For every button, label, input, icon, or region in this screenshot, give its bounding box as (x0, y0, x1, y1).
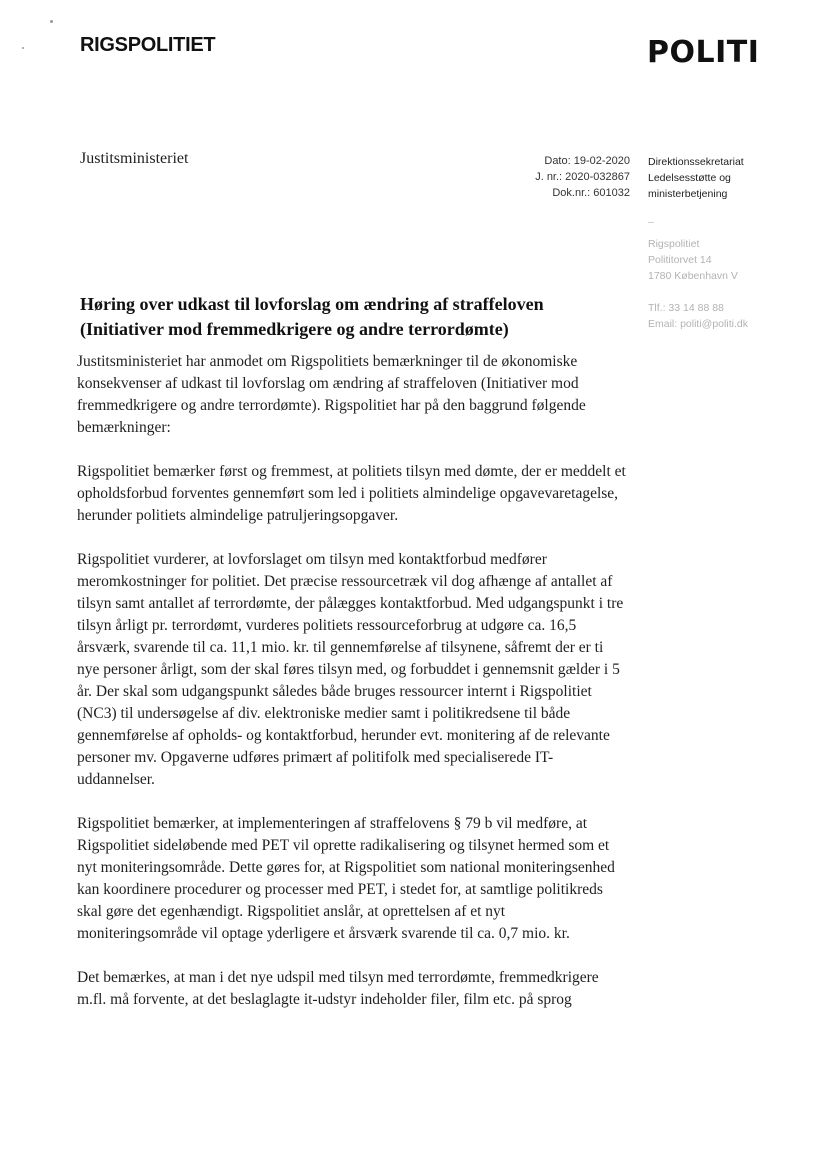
department-line-1: Direktionssekretariat (648, 156, 744, 168)
scan-speck (22, 47, 24, 49)
paragraph-3: Rigspolitiet vurderer, at lovforslaget om tilsyn med kontaktforbud medfører meromkostninger for politiet. Det præcise ressourcetræk vil dog afhænge af antallet af tilsyn samt antallet af terrordømte, der pålægges kontaktforbud. Med udgangspunkt i tre tilsyn årligt pr. terrordømt, vurderes politiets ressourceforbrug at udgøre ca. 16,5 årsværk, svarende til ca. 11,1 mio. kr. til gennemførelse af tilsynene, såfremt der er ti nye personer årligt, som der skal føres tilsyn med, og forbuddet i gennemsnit gælder i 5 år. Der skal som udgangspunkt således både bruges ressourcer internt i Rigspolitiet (NC3) til undersøgelse af div. elektroniske medier samt i politikredsene til både gennemførelse af opholds- og kontaktforbud, herunder evt. monitering af de relevante personer mv. Opgaverne udføres primært af politifolk med specialiserede IT-uddannelser. (77, 551, 624, 788)
meta-document-number: Dok.nr.: 601032 (552, 187, 630, 199)
paragraph-2: Rigspolitiet bemærker først og fremmest, at politiets tilsyn med dømte, der er meddelt et opholdsforbud forventes gennemført som led i politiets almindelige opgavevaretagelse, herunder politiets almindelige patruljeringsopgaver. (77, 463, 626, 524)
sender-contact (648, 300, 818, 332)
politi-logo: POLITI (647, 35, 760, 70)
meta-date: Dato: 19-02-2020 (544, 155, 630, 167)
address-line-3: 1780 København V (648, 270, 738, 282)
paragraph-4: Rigspolitiet bemærker, at implementeringen af straffelovens § 79 b vil medføre, at Rigspolitiet sideløbende med PET vil oprette radikalisering og tilsynet hermed som et nyt moniteringsområde. Dette gøres for, at Rigspolitiet som national moniteringsenhed kan koordinere procedurer og processer med PET, i stedet for, at samtlige politikreds skal gøre det egenhændigt. Rigspolitiet anslår, at oprettelsen af et nyt moniteringsområde vil optage yderligere et årsværk svarende til ca. 0,7 mio. kr. (77, 815, 615, 942)
sidebar-divider: – (648, 216, 654, 228)
meta-journal-number: J. nr.: 2020-032867 (535, 171, 630, 183)
scan-speck (50, 20, 53, 23)
department-line-2: Ledelsesstøtte og (648, 172, 731, 184)
sender-sidebar (648, 154, 818, 332)
sender-address (648, 236, 818, 284)
recipient: Justitsministeriet (80, 150, 189, 167)
address-line-1: Rigspolitiet (648, 238, 700, 250)
document-meta (480, 153, 630, 201)
phone-number: Tlf.: 33 14 88 88 (648, 302, 724, 314)
letter-title: Høring over udkast til lovforslag om ændring af straffeloven (Initiativer mod fremmedkrigere og andre terrordømte) (80, 294, 544, 339)
department-line-3: ministerbetjening (648, 188, 728, 200)
address-line-2: Polititorvet 14 (648, 254, 712, 266)
email-address: Email: politi@politi.dk (648, 318, 748, 330)
letter-body (77, 351, 627, 1011)
paragraph-1: Justitsministeriet har anmodet om Rigspolitiets bemærkninger til de økonomiske konsekvenser af udkast til lovforslag om ændring af straffeloven (Initiativer mod fremmedkrigere og andre terrordømte). Rigspolitiet har på den baggrund følgende bemærkninger: (77, 353, 586, 436)
org-name: RIGSPOLITIET (80, 34, 216, 56)
paragraph-5: Det bemærkes, at man i det nye udspil med tilsyn med terrordømte, fremmedkrigere m.fl. må forvente, at det beslaglagte it-udstyr indeholder filer, film etc. på sprog (77, 969, 599, 1008)
